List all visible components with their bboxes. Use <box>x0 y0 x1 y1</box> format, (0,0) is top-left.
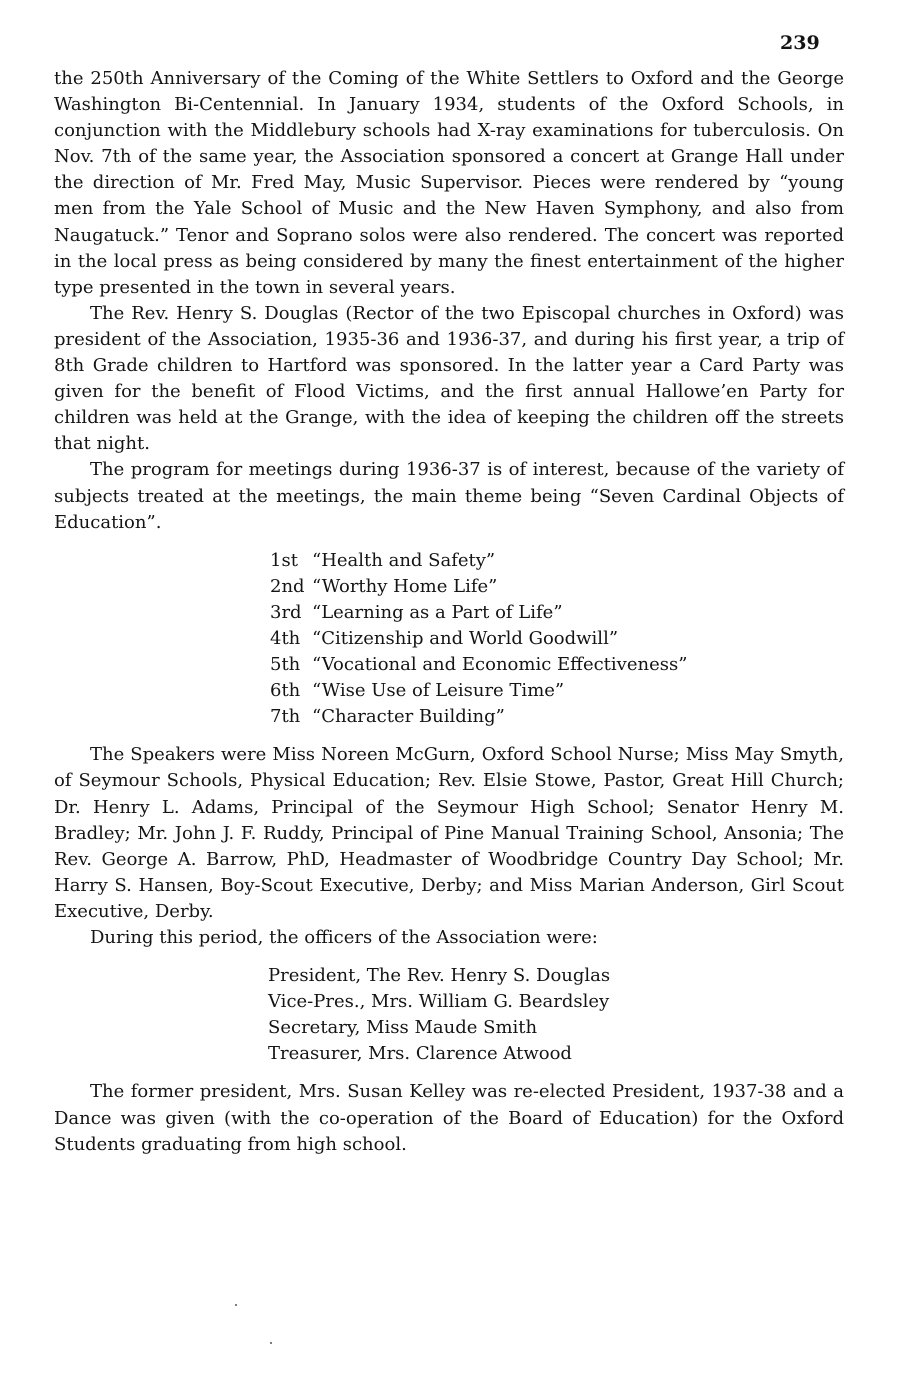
list-item: Treasurer, Mrs. Clarence Atwood <box>268 1043 572 1065</box>
list-item <box>270 548 844 574</box>
list-item <box>270 626 844 652</box>
list-ordinal: 4th <box>270 627 301 649</box>
list-item <box>270 574 844 600</box>
officers-list <box>268 963 844 1067</box>
paragraph-officers-intro: During this period, the officers of the Association were: <box>90 927 598 948</box>
list-item: Vice-Pres., Mrs. William G. Beardsley <box>268 991 610 1013</box>
list-text: “Health and Safety” <box>312 549 496 571</box>
list-text: “Vocational and Economic Effectiveness” <box>312 654 688 676</box>
paragraph-kelley-reelection: The former president, Mrs. Susan Kelley was re-elected President, 1937-38 and a Dance was given (with the co-operation of the Board of Education) for the Oxford Students graduating from high school. <box>54 1081 844 1155</box>
page-body <box>54 66 844 1158</box>
list-ordinal: 6th <box>270 680 301 702</box>
scan-speck <box>235 1304 237 1306</box>
list-item <box>270 600 844 626</box>
list-ordinal: 2nd <box>270 575 305 597</box>
paragraph-speakers: The Speakers were Miss Noreen McGurn, Oxford School Nurse; Miss May Smyth, of Seymour Schools, Physical Education; Rev. Elsie Stowe, Pastor, Great Hill Church; Dr. Henry L. Adams, Principal of the Seymour High School; Senator Henry M. Bradley; Mr. John J. F. Ruddy, Principal of Pine Manual Training School, Ansonia; The Rev. George A. Barrow, PhD, Headmaster of Woodbridge Country Day School; Mr. Harry S. Hansen, Boy-Scout Executive, Derby; and Miss Marian Anderson, Girl Scout Executive, Derby. <box>54 744 844 922</box>
scan-speck <box>270 1342 272 1344</box>
paragraph-douglas-presidency: The Rev. Henry S. Douglas (Rector of the two Episcopal churches in Oxford) was president of the Association, 1935-36 and 1936-37, and during his first year, a trip of 8th Grade children to Hartford was sponsored. In the latter year a Card Party was given for the benefit of Flood Victims, and the first annual Hallowe’en Party for children was held at the Grange, with the idea of keeping the children off the streets that night. <box>54 302 844 455</box>
list-item <box>270 652 844 678</box>
paragraph-anniversary: the 250th Anniversary of the Coming of the White Settlers to Oxford and the George Washington Bi-Centennial. In January 1934, students of the Oxford Schools, in conjunction with the Middlebury schools had X-ray examinations for tuberculosis. On Nov. 7th of the same year, the Association sponsored a concert at Grange Hall under the direction of Mr. Fred May, Music Supervisor. Pieces were rendered by “young men from the Yale School of Music and the New Haven Symphony, and also from Naugatuck.” Tenor and Soprano solos were also rendered. The concert was reported in the local press as being considered by many the finest entertainment of the higher type presented in the town in several years. <box>54 68 844 298</box>
list-text: “Character Building” <box>312 706 505 728</box>
list-item: President, The Rev. Henry S. Douglas <box>268 965 611 987</box>
list-ordinal: 7th <box>270 706 301 728</box>
list-ordinal: 5th <box>270 654 301 676</box>
cardinal-objects-list <box>270 548 844 731</box>
paragraph-program-intro: The program for meetings during 1936-37 is of interest, because of the variety of subjects treated at the meetings, the main theme being “Seven Cardinal Objects of Education”. <box>54 459 844 533</box>
list-text: “Worthy Home Life” <box>312 575 498 597</box>
list-text: “Learning as a Part of Life” <box>312 601 563 623</box>
list-item <box>270 678 844 704</box>
list-item: Secretary, Miss Maude Smith <box>268 1017 538 1039</box>
list-text: “Citizenship and World Goodwill” <box>312 627 619 649</box>
list-ordinal: 3rd <box>270 601 302 623</box>
page-number: 239 <box>780 32 820 54</box>
list-ordinal: 1st <box>270 549 298 571</box>
list-text: “Wise Use of Leisure Time” <box>312 680 565 702</box>
list-item <box>270 704 844 730</box>
